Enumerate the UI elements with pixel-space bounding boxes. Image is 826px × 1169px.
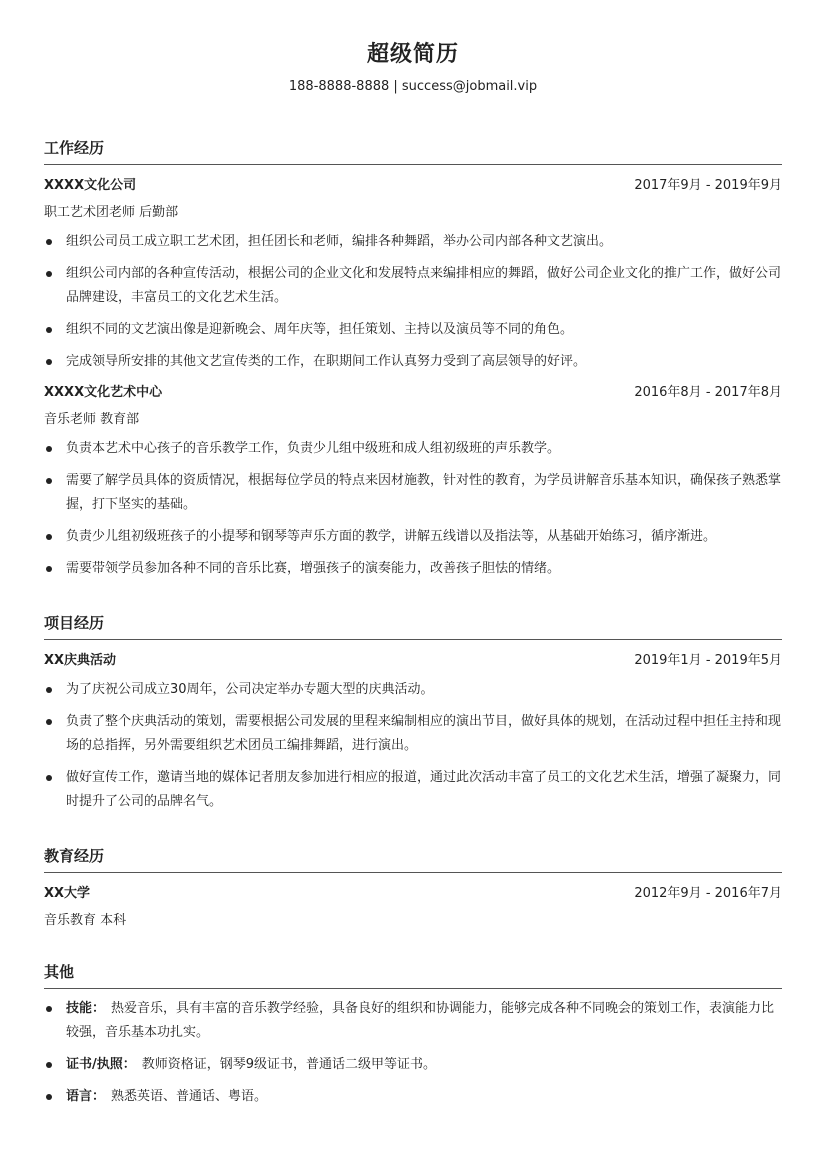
bullet-item [44, 318, 782, 342]
certificates-text: 教师资格证，钢琴9级证书，普通话二级甲等证书。 [141, 1057, 437, 1072]
bullet-text: 负责本艺术中心孩子的音乐教学工作，负责少儿组中级班和成人组初级班的声乐教学。 [66, 441, 561, 456]
bullet-item [44, 350, 782, 374]
bullet-item [44, 766, 782, 814]
section-title-work: 工作经历 [44, 138, 782, 165]
languages-label: 语言： [66, 1089, 106, 1104]
project-name: XX庆典活动 [44, 653, 117, 668]
work-entry [44, 384, 782, 581]
bullet-text: 做好宣传工作，邀请当地的媒体记者朋友参加进行相应的报道，通过此次活动丰富了员工的文化艺术生活，增强了凝聚力，同时提升了公司的品牌名气。 [66, 770, 782, 809]
skills-text: 热爱音乐，具有丰富的音乐教学经验，具备良好的组织和协调能力，能够完成各种不同晚会的策划工作，表演能力比较强，音乐基本功扎实。 [66, 1001, 775, 1040]
company-name: XXXX文化公司 [44, 178, 137, 193]
bullet-dot-icon [46, 566, 52, 572]
bullet-text: 负责少儿组初级班孩子的小提琴和钢琴等声乐方面的教学，讲解五线谱以及指法等，从基础开始练习，循序渐进。 [66, 529, 717, 544]
bullet-item [44, 1085, 782, 1109]
bullet-dot-icon [46, 359, 52, 365]
bullet-dot-icon [46, 1006, 52, 1012]
section-title-education: 教育经历 [44, 846, 782, 873]
bullet-dot-icon [46, 1094, 52, 1100]
projects-section [44, 613, 782, 814]
bullet-list [44, 678, 782, 814]
other-section [44, 962, 782, 1109]
bullet-text: 为了庆祝公司成立30周年，公司决定举办专题大型的庆典活动。 [66, 682, 434, 697]
entry-head [44, 177, 782, 195]
date-range: 2017年9月 - 2019年9月 [634, 178, 782, 193]
bullet-item [44, 557, 782, 581]
work-entry [44, 177, 782, 374]
contact-line: 188-8888-8888 | success@jobmail.vip [288, 79, 538, 94]
bullet-item [44, 678, 782, 702]
section-title-projects: 项目经历 [44, 613, 782, 640]
bullet-list [44, 437, 782, 581]
bullet-dot-icon [46, 775, 52, 781]
section-title-other: 其他 [44, 962, 782, 989]
bullet-list [44, 230, 782, 374]
company-name: XXXX文化艺术中心 [44, 385, 163, 400]
work-section [44, 138, 782, 581]
date-range: 2016年8月 - 2017年8月 [634, 385, 782, 400]
resume-header [44, 0, 782, 96]
bullet-item [44, 710, 782, 758]
education-section [44, 846, 782, 930]
bullet-text: 需要带领学员参加各种不同的音乐比赛，增强孩子的演奏能力，改善孩子胆怯的情绪。 [66, 561, 561, 576]
bullet-text: 负责了整个庆典活动的策划，需要根据公司发展的里程来编制相应的演出节目，做好具体的规划，在活动过程中担任主持和现场的总指挥，另外需要组织艺术团员工编排舞蹈，进行演出。 [66, 714, 782, 753]
bullet-text: 组织公司内部的各种宣传活动，根据公司的企业文化和发展特点来编排相应的舞蹈，做好公司企业文化的推广工作，做好公司品牌建设，丰富员工的文化艺术生活。 [66, 266, 782, 305]
bullet-list [44, 997, 782, 1109]
bullet-dot-icon [46, 271, 52, 277]
job-role: 职工艺术团老师 后勤部 [44, 205, 179, 220]
bullet-dot-icon [46, 534, 52, 540]
degree: 音乐教育 本科 [44, 913, 127, 928]
bullet-item [44, 469, 782, 517]
certificates-label: 证书/执照： [66, 1057, 136, 1072]
project-entry [44, 652, 782, 814]
bullet-text: 组织公司员工成立职工艺术团，担任团长和老师，编排各种舞蹈，举办公司内部各种文艺演出。 [66, 234, 613, 249]
bullet-dot-icon [46, 446, 52, 452]
bullet-dot-icon [46, 478, 52, 484]
bullet-item [44, 997, 782, 1045]
bullet-dot-icon [46, 1062, 52, 1068]
bullet-text: 完成领导所安排的其他文艺宣传类的工作，在职期间工作认真努力受到了高层领导的好评。 [66, 354, 587, 369]
bullet-item [44, 262, 782, 310]
bullet-text: 需要了解学员具体的资质情况，根据每位学员的特点来因材施教，针对性的教育，为学员讲解音乐基本知识，确保孩子熟悉掌握，打下坚实的基础。 [66, 473, 782, 512]
entry-head [44, 652, 782, 670]
resume-name: 超级简历 [366, 42, 459, 67]
bullet-dot-icon [46, 239, 52, 245]
bullet-item [44, 437, 782, 461]
school-name: XX大学 [44, 886, 91, 901]
job-role: 音乐老师 教育部 [44, 412, 140, 427]
bullet-item [44, 525, 782, 549]
bullet-item [44, 1053, 782, 1077]
bullet-dot-icon [46, 719, 52, 725]
skills-label: 技能： [66, 1001, 106, 1016]
entry-head [44, 885, 782, 903]
bullet-dot-icon [46, 327, 52, 333]
bullet-text: 组织不同的文艺演出像是迎新晚会、周年庆等，担任策划、主持以及演员等不同的角色。 [66, 322, 574, 337]
languages-text: 熟悉英语、普通话、粤语。 [111, 1089, 268, 1104]
education-entry [44, 885, 782, 930]
entry-head [44, 384, 782, 402]
date-range: 2012年9月 - 2016年7月 [634, 886, 782, 901]
bullet-dot-icon [46, 687, 52, 693]
bullet-item [44, 230, 782, 254]
date-range: 2019年1月 - 2019年5月 [634, 653, 782, 668]
